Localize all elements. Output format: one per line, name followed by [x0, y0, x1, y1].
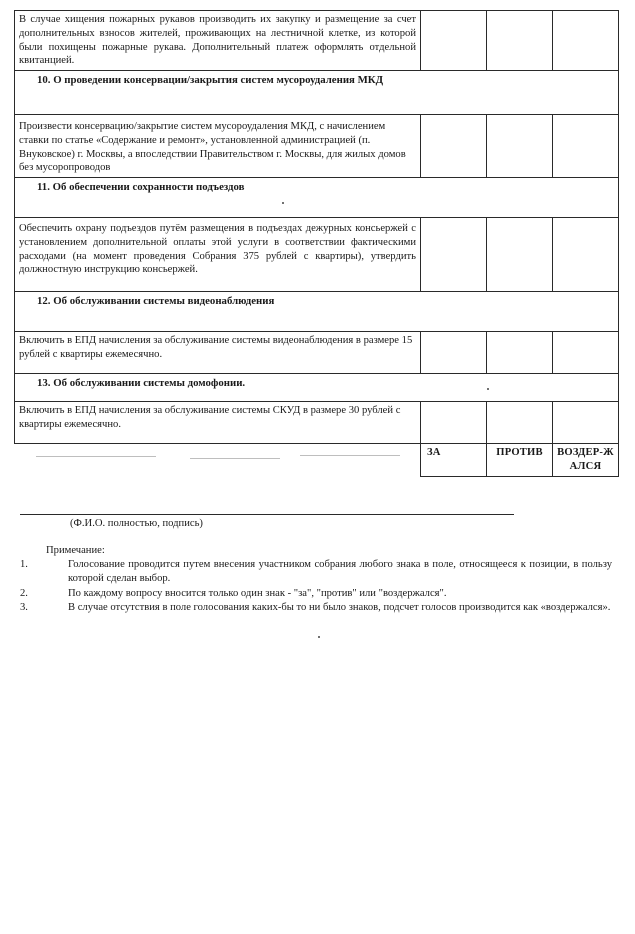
vote-header-protiv: ПРОТИВ	[487, 444, 553, 477]
question-text: Произвести консервацию/закрытие систем мусороудаления МКД, с начислением ставки по статье «Содержание и ремонт», установленной администрацией (п. Внуковское) г. Москвы, а впоследствии Правительством г. Москвы, для жилых домов без мусоропроводов	[15, 115, 421, 178]
vote-cell-vozderzhalsya[interactable]	[553, 332, 619, 374]
header-spacer	[15, 444, 421, 477]
vote-cell-za[interactable]	[421, 332, 487, 374]
signature-line[interactable]	[20, 514, 514, 515]
note-item	[20, 587, 612, 601]
question-row	[15, 115, 619, 178]
scan-speck	[318, 636, 320, 638]
vote-cell-za[interactable]	[421, 402, 487, 444]
vote-cell-protiv[interactable]	[487, 11, 553, 71]
scan-speck	[487, 388, 489, 390]
vote-cell-za[interactable]	[421, 218, 487, 292]
scan-artifact	[300, 455, 400, 456]
question-text: Включить в ЕПД начисления за обслуживание системы видеонаблюдения в размере 15 рублей с квартиры ежемесячно.	[15, 332, 421, 374]
vote-header-vozderzhalsya: ВОЗДЕР-ЖАЛСЯ	[553, 444, 619, 477]
note-number: 1.	[20, 559, 28, 571]
section-header-row	[15, 71, 619, 115]
note-item	[20, 601, 612, 615]
vote-cell-za[interactable]	[421, 115, 487, 178]
vote-cell-protiv[interactable]	[487, 402, 553, 444]
question-row	[15, 218, 619, 292]
section-title: 12. Об обслуживании системы видеонаблюдения	[15, 292, 619, 332]
vote-cell-protiv[interactable]	[487, 332, 553, 374]
note-text: В случае отсутствия в поле голосования каких-бы то ни было знаков, подсчет голосов производится как «воздержался».	[68, 601, 611, 613]
question-text: В случае хищения пожарных рукавов производить их закупку и размещение за счет дополнительных взносов жителей, проживающих на лестничной клетке, из которой были похищены пожарные рукава. Дополнительный платеж оформлять отдельной квитанцией.	[15, 11, 421, 71]
note-text: По каждому вопросу вносится только один знак - "за", "против" или "воздержался".	[68, 587, 447, 599]
question-text: Обеспечить охрану подъездов путём размещения в подъездах дежурных консьержей с установлением дополнительной оплаты этой услуги в соответствии фактическими расходами (на момент проведения Собрания 375 рублей с квартиры), утвердить должностную инструкцию консьержей.	[15, 218, 421, 292]
vote-cell-vozderzhalsya[interactable]	[553, 115, 619, 178]
section-title: 11. Об обеспечении сохранности подъездов	[15, 178, 619, 218]
note-item	[20, 558, 612, 586]
notes-block	[20, 544, 612, 615]
vote-cell-vozderzhalsya[interactable]	[553, 11, 619, 71]
scan-artifact	[36, 456, 156, 457]
vote-header-za: ЗА	[421, 444, 487, 477]
note-text: Голосование проводится путем внесения участником собрания любого знака в поле, относящееся к позиции, в пользу которой сделан выбор.	[68, 559, 612, 585]
vote-cell-protiv[interactable]	[487, 115, 553, 178]
section-header-row	[15, 292, 619, 332]
question-row-intro	[15, 11, 619, 71]
notes-title: Примечание:	[46, 545, 105, 556]
note-number: 3.	[20, 601, 28, 613]
vote-cell-vozderzhalsya[interactable]	[553, 218, 619, 292]
signature-caption: (Ф.И.О. полностью, подпись)	[70, 518, 203, 529]
note-number: 2.	[20, 587, 28, 599]
section-header-row	[15, 178, 619, 218]
vote-cell-vozderzhalsya[interactable]	[553, 402, 619, 444]
scan-speck	[282, 202, 284, 204]
section-header-row	[15, 374, 619, 402]
vote-header-row	[15, 444, 619, 477]
vote-cell-protiv[interactable]	[487, 218, 553, 292]
question-row	[15, 402, 619, 444]
voting-table	[14, 10, 619, 477]
section-title: 10. О проведении консервации/закрытия систем мусороудаления МКД	[15, 71, 619, 115]
vote-cell-za[interactable]	[421, 11, 487, 71]
section-title: 13. Об обслуживании системы домофонии.	[15, 374, 619, 402]
scan-artifact	[190, 458, 280, 459]
question-row	[15, 332, 619, 374]
question-text: Включить в ЕПД начисления за обслуживание системы СКУД в размере 30 рублей с квартиры ежемесячно.	[15, 402, 421, 444]
